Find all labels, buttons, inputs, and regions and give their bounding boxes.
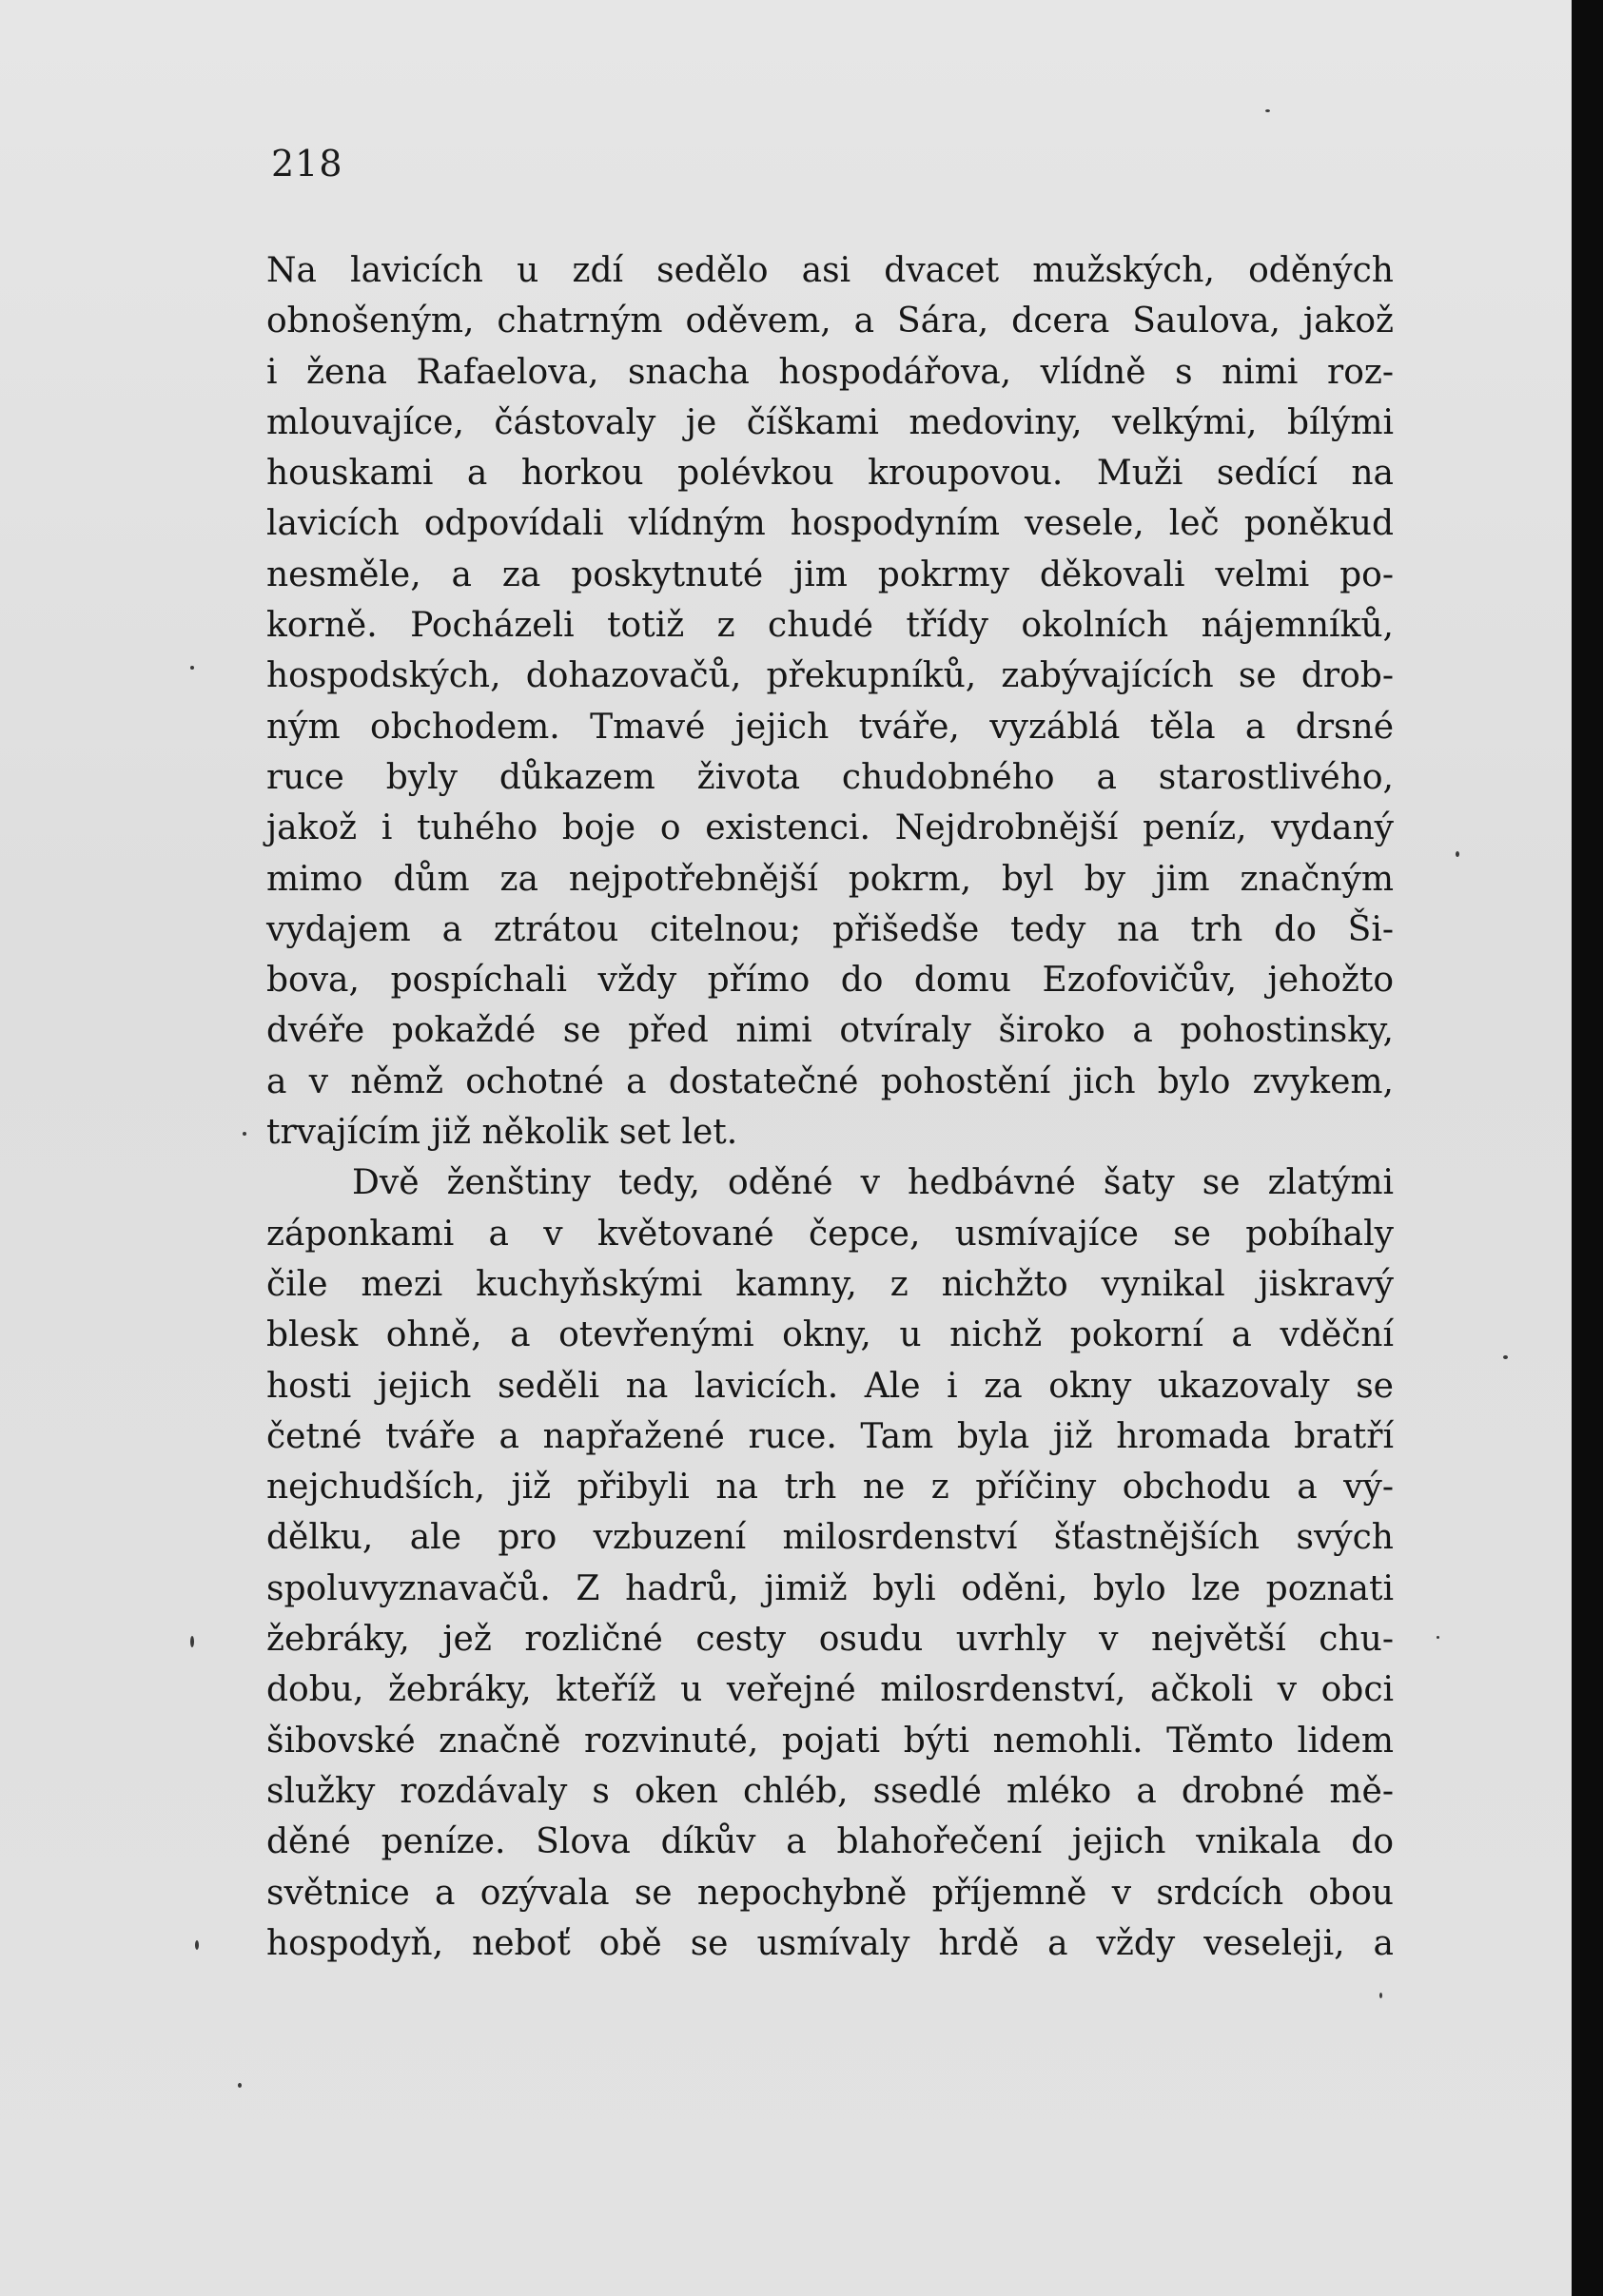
text-line: mlouvajíce, částovaly je číškami medoviny, velkými, bílými bbox=[266, 402, 1394, 442]
text-line: obnošeným, chatrným oděvem, a Sára, dcera Saulova, jakož bbox=[266, 302, 1394, 341]
text-line: i žena Rafaelova, snacha hospodářova, vlídně s nimi roz- bbox=[266, 352, 1394, 392]
text-line: ruce byly důkazem života chudobného a starostlivého, bbox=[266, 757, 1394, 797]
text-line: lavicích odpovídali vlídným hospodyním vesele, leč poněkud bbox=[266, 504, 1394, 544]
scan-border bbox=[1572, 0, 1603, 2296]
text-line: šibovské značně rozvinuté, pojati býti nemohli. Těmto lidem bbox=[266, 1721, 1394, 1761]
text-line: čile mezi kuchyňskými kamny, z nichžto vynikal jiskravý bbox=[266, 1264, 1394, 1304]
text-line: bova, pospíchali vždy přímo do domu Ezofovičův, jehožto bbox=[266, 961, 1394, 1001]
text-line: četné tváře a napřažené ruce. Tam byla již hromada bratří bbox=[266, 1416, 1394, 1456]
text-line: hospodyň, neboť obě se usmívaly hrdě a vždy veseleji, a bbox=[266, 1923, 1394, 1963]
text-line: jakož i tuhého boje o existenci. Nejdrobnější peníz, vydaný bbox=[266, 808, 1394, 848]
text-line: Dvě ženštiny tedy, oděné v hedbávné šaty se zlatými bbox=[352, 1163, 1394, 1203]
text-line: vydajem a ztrátou citelnou; přišedše tedy na trh do Ši- bbox=[266, 909, 1394, 949]
text-line: služky rozdávaly s oken chléb, ssedlé mléko a drobné mě- bbox=[266, 1771, 1394, 1811]
text-line: děné peníze. Slova díkův a blahořečení jejich vnikala do bbox=[266, 1822, 1394, 1862]
text-line: mimo dům za nejpotřebnější pokrm, byl by jim značným bbox=[266, 859, 1394, 899]
text-line: Na lavicích u zdí sedělo asi dvacet mužských, oděných bbox=[266, 251, 1394, 290]
text-line: záponkami a v květované čepce, usmívajíce se pobíhaly bbox=[266, 1214, 1394, 1254]
text-line: nesměle, a za poskytnuté jim pokrmy děkovali velmi po- bbox=[266, 555, 1394, 594]
text-line: trvajícím již několik set let. bbox=[266, 1113, 738, 1153]
text-line: nejchudších, již přibyli na trh ne z příčiny obchodu a vý- bbox=[266, 1468, 1394, 1508]
text-line: houskami a horkou polévkou kroupovou. Muži sedící na bbox=[266, 454, 1394, 494]
text-line: ným obchodem. Tmavé jejich tváře, vyzáblá těla a drsné bbox=[266, 707, 1394, 747]
text-line: a v němž ochotné a dostatečné pohostění jich bylo zvykem, bbox=[266, 1061, 1394, 1101]
page-number: 218 bbox=[271, 143, 343, 185]
text-line: světnice a ozývala se nepochybně příjemně v srdcích obou bbox=[266, 1873, 1394, 1913]
text-line: hosti jejich seděli na lavicích. Ale i za okny ukazovaly se bbox=[266, 1366, 1394, 1406]
text-line: blesk ohně, a otevřenými okny, u nichž pokorní a vděční bbox=[266, 1315, 1394, 1355]
text-line: dvéře pokaždé se před nimi otvíraly široko a pohostinsky, bbox=[266, 1011, 1394, 1051]
text-line: dělku, ale pro vzbuzení milosrdenství šťastnějších svých bbox=[266, 1518, 1394, 1558]
text-line: dobu, žebráky, kteříž u veřejné milosrdenství, ačkoli v obci bbox=[266, 1670, 1394, 1710]
text-line: spoluvyznavačů. Z hadrů, jimiž byli oděni, bylo lze poznati bbox=[266, 1568, 1394, 1608]
body-text bbox=[266, 245, 1394, 1969]
text-line: korně. Pocházeli totiž z chudé třídy okolních nájemníků, bbox=[266, 606, 1394, 646]
text-line: hospodských, dohazovačů, překupníků, zabývajících se drob- bbox=[266, 656, 1394, 696]
text-line: žebráky, jež rozličné cesty osudu uvrhly v největší chu- bbox=[266, 1620, 1394, 1660]
